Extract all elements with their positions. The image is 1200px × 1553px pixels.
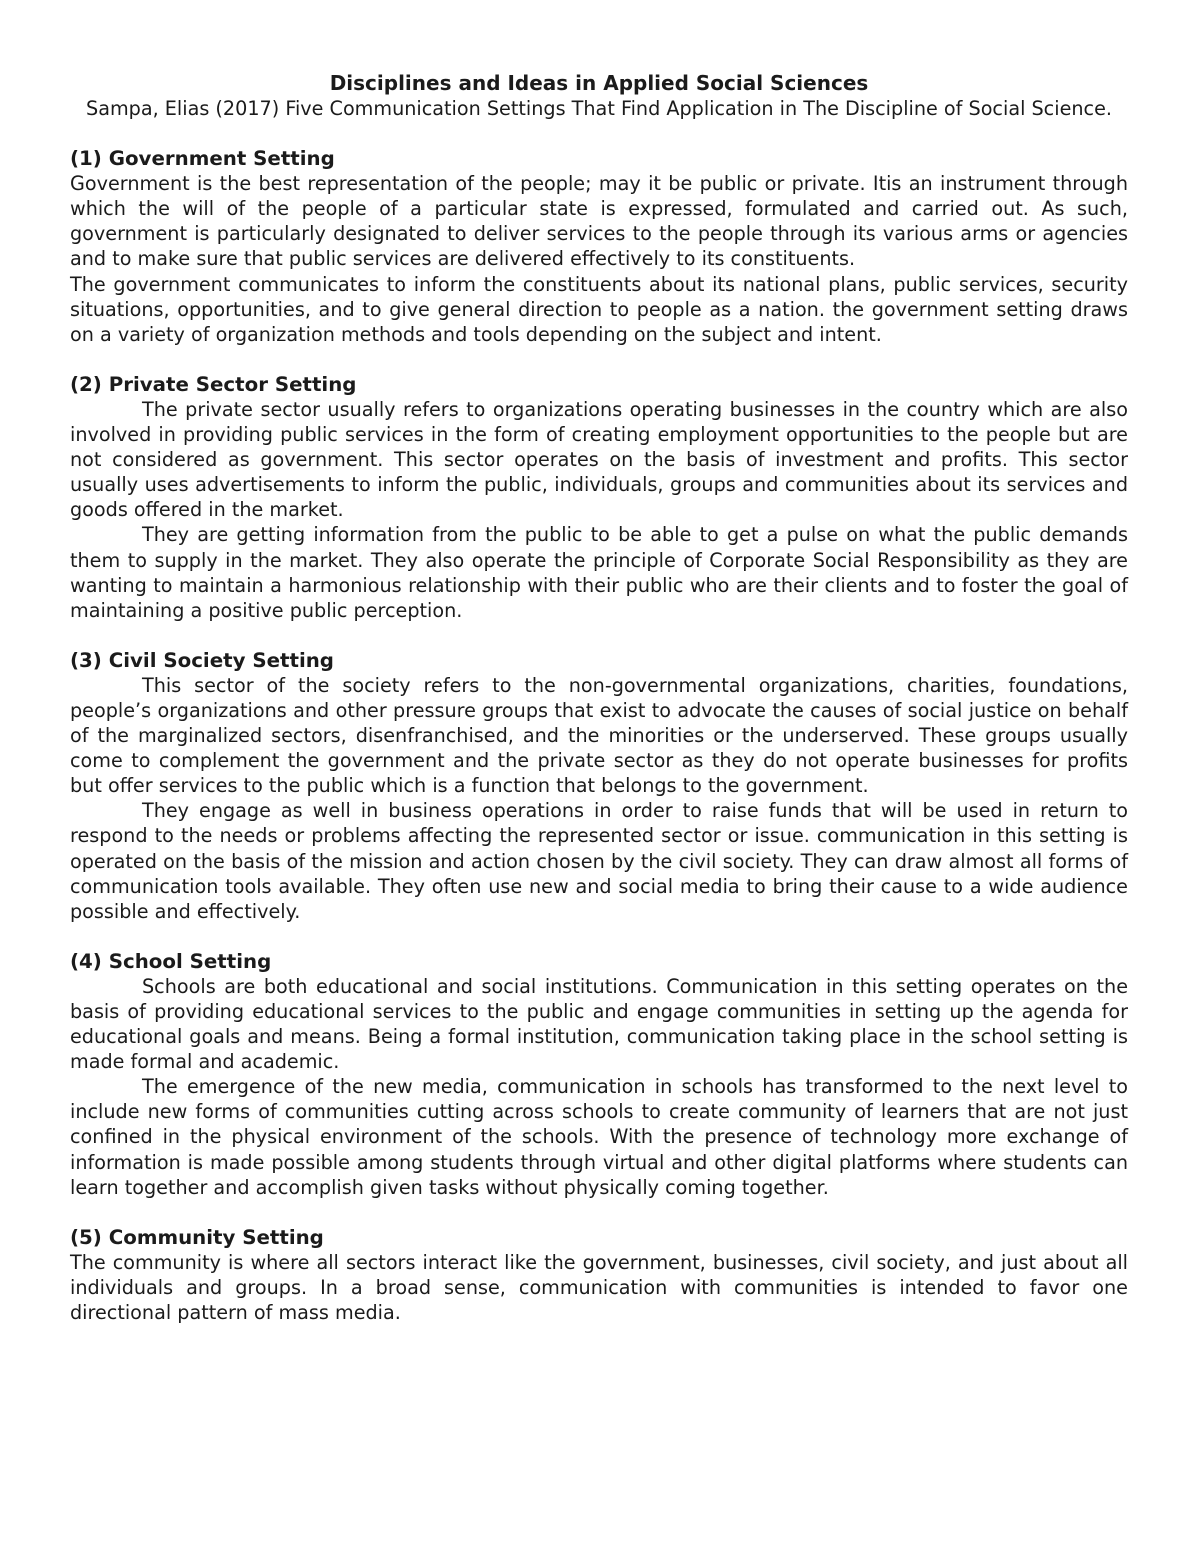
- section-heading: (1) Government Setting: [70, 147, 335, 171]
- paragraph: Schools are both educational and social institutions. Communication in this setting operates on the basis of providing educational services to the public and engage communities in setting up the agenda for educational goals and means. Being a formal institution, communication taking place in the school setting is made formal and academic.: [70, 974, 1128, 1074]
- section-heading: (5) Community Setting: [70, 1225, 324, 1249]
- paragraph: The private sector usually refers to organizations operating businesses in the country which are also involved in providing public services in the form of creating employment opportunities to the people but are not considered as government. This sector operates on the basis of investment and profits. This sector usually uses advertisements to inform the public, individuals, groups and communities about its services and goods offered in the market.: [70, 397, 1128, 522]
- paragraph: The community is where all sectors interact like the government, businesses, civil society, and just about all individuals and groups. In a broad sense, communication with communities is intended to favor one directional pattern of mass media.: [70, 1250, 1128, 1325]
- section-civil-society: [70, 648, 1128, 924]
- paragraph: The government communicates to inform the constituents about its national plans, public services, security situations, opportunities, and to give general direction to people as a nation. the government setting draws on a variety of organization methods and tools depending on the subject and intent.: [70, 272, 1128, 346]
- section-heading: (2) Private Sector Setting: [70, 372, 357, 396]
- paragraph: The emergence of the new media, communication in schools has transformed to the next level to include new forms of communities cutting across schools to create community of learners that are not just confined in the physical environment of the schools. With the presence of technology more exchange of information is made possible among students through virtual and other digital platforms where students can learn together and accomplish given tasks without physically coming together.: [70, 1075, 1128, 1199]
- document-title: Disciplines and Ideas in Applied Social Sciences: [329, 71, 869, 95]
- section-private-sector: [70, 372, 1128, 623]
- section-community: [70, 1225, 1128, 1325]
- section-government: [70, 146, 1128, 347]
- section-heading: (3) Civil Society Setting: [70, 648, 334, 672]
- paragraph: Government is the best representation of the people; may it be public or private. Itis an instrument through which the will of the people of a particular state is expressed, formulated and carried out. As such, government is particularly designated to deliver services to the people through its various arms or agencies and to make sure that public services are delivered effectively to its constituents.: [70, 172, 1128, 271]
- paragraph: This sector of the society refers to the non-governmental organizations, charities, foundations, people’s organizations and other pressure groups that exist to advocate the causes of social justice on behalf of the marginalized sectors, disenfranchised, and the minorities or the underserved. These groups usually come to complement the government and the private sector as they do not operate businesses for profits but offer services to the public which is a function that belongs to the government.: [70, 673, 1128, 798]
- paragraph: They engage as well in business operations in order to raise funds that will be used in return to respond to the needs or problems affecting the represented sector or issue. communication in this setting is operated on the basis of the mission and action chosen by the civil society. They can draw almost all forms of communication tools available. They often use new and social media to bring their cause to a wide audience possible and effectively.: [70, 799, 1128, 923]
- citation: Sampa, Elias (2017) Five Communication Settings That Find Application in The Discipline of Social Science.: [86, 97, 1112, 120]
- section-heading: (4) School Setting: [70, 949, 272, 973]
- document-page: [70, 70, 1128, 1325]
- section-school: [70, 949, 1128, 1200]
- paragraph: They are getting information from the public to be able to get a pulse on what the public demands them to supply in the market. They also operate the principle of Corporate Social Responsibility as they are wanting to maintain a harmonious relationship with their public who are their clients and to foster the goal of maintaining a positive public perception.: [70, 523, 1128, 622]
